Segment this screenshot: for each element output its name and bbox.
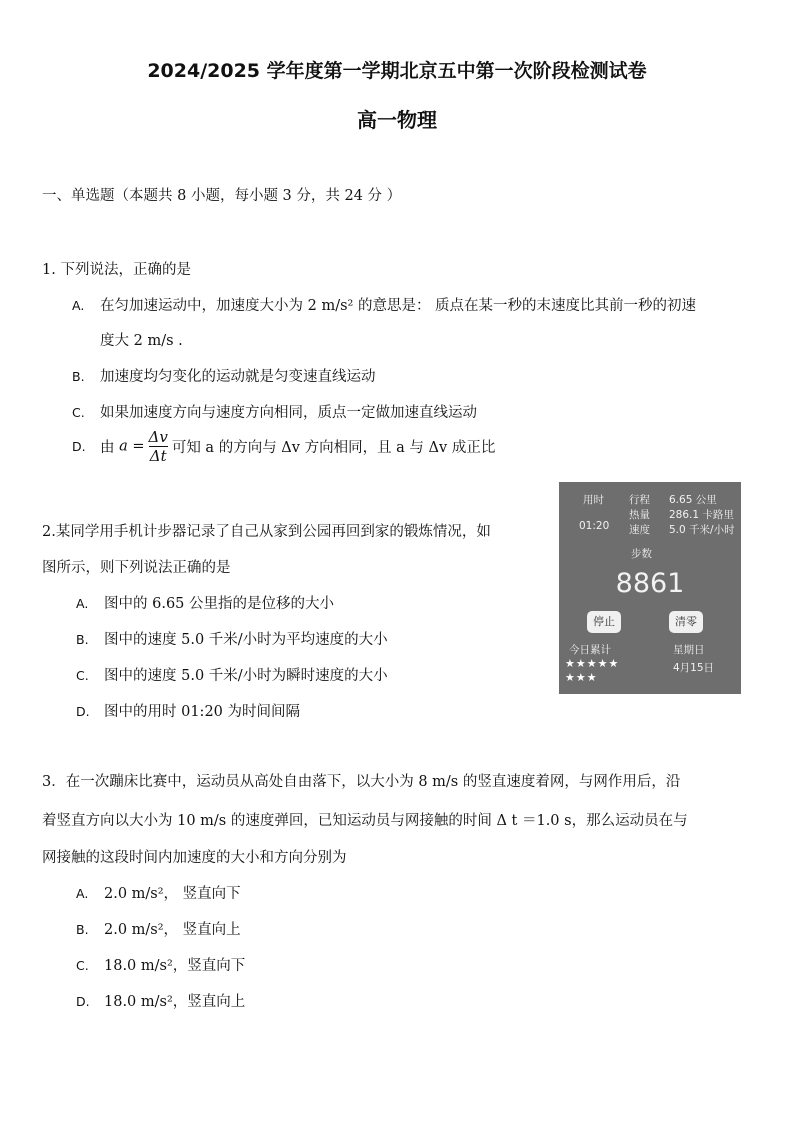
q2-stem-line1: 2.某同学用手机计步器记录了自己从家到公园再回到家的锻炼情况，如 xyxy=(42,524,491,540)
stop-button: 停止 xyxy=(587,611,621,633)
exam-subject: 高一物理 xyxy=(357,108,437,132)
speed-label: 速度 xyxy=(629,524,650,536)
q1-option-a-cont: 度大 2 m/s . xyxy=(100,333,183,349)
today-label: 今日累计 xyxy=(569,644,611,656)
q1-option-a: A. 在匀加速运动中，加速度大小为 2 m/s² 的意思是： 质点在某一秒的末速度比其前一秒的初速 xyxy=(72,298,697,314)
q3-stem-line1: 3．在一次蹦床比赛中，运动员从高处自由落下，以大小为 8 m/s 的竖直速度着网，与网作用后，沿 xyxy=(42,774,681,790)
star-rating-row2: ★★★ xyxy=(565,671,598,684)
speed-value: 5.0 千米/小时 xyxy=(669,524,735,536)
reset-button: 清零 xyxy=(669,611,703,633)
q1-option-c: C. 如果加速度方向与速度方向相同，质点一定做加速直线运动 xyxy=(72,405,477,421)
q3-stem-line3: 网接触的这段时间内加速度的大小和方向分别为 xyxy=(42,850,347,866)
fraction-formula: $\frac{\Delta v}{\Delta t}$ xyxy=(148,428,168,465)
q3-option-a: A. 2.0 m/s²， 竖直向下 xyxy=(76,886,241,902)
steps-label: 步数 xyxy=(631,548,652,560)
q3-option-d: D. 18.0 m/s²，竖直向上 xyxy=(76,994,246,1010)
q2-stem-line2: 图所示，则下列说法正确的是 xyxy=(42,560,231,576)
time-label: 用时 xyxy=(583,494,604,506)
q1-option-d: D. 由 a = $\frac{\Delta v}{\Delta t}$ 可知 a 的方向与 Δv 方向相同，且 a 与 Δv 成正比 xyxy=(72,428,496,465)
q3-stem-line2: 着竖直方向以大小为 10 m/s 的速度弹回，已知运动员与网接触的时间 Δ t ＝1.0 s，那么运动员在与 xyxy=(42,813,688,829)
q1-option-b: B. 加速度均匀变化的运动就是匀变速直线运动 xyxy=(72,369,376,385)
q2-option-d: D. 图中的用时 01:20 为时间间隔 xyxy=(76,704,301,720)
steps-value: 8861 xyxy=(615,568,685,599)
calorie-label: 热量 xyxy=(629,509,650,521)
distance-value: 6.65 公里 xyxy=(669,494,717,506)
q3-option-c: C. 18.0 m/s²，竖直向下 xyxy=(76,958,246,974)
q2-option-b: B. 图中的速度 5.0 千米/小时为平均速度的大小 xyxy=(76,632,388,648)
exam-title: 2024/2025 学年度第一学期北京五中第一次阶段检测试卷 xyxy=(147,60,647,82)
q3-option-b: B. 2.0 m/s²， 竖直向上 xyxy=(76,922,241,938)
pedometer-screenshot xyxy=(559,482,741,694)
section-heading: 一、单选题（本题共 8 小题，每小题 3 分，共 24 分 ） xyxy=(42,188,402,204)
weekday: 星期日 xyxy=(673,644,705,656)
q2-option-c: C. 图中的速度 5.0 千米/小时为瞬时速度的大小 xyxy=(76,668,388,684)
distance-label: 行程 xyxy=(629,494,650,506)
calorie-value: 286.1 卡路里 xyxy=(669,509,734,521)
star-rating-row1: ★★★★★ xyxy=(565,657,620,670)
time-value: 01:20 xyxy=(579,520,610,532)
q2-option-a: A. 图中的 6.65 公里指的是位移的大小 xyxy=(76,596,335,612)
q1-stem: 1. 下列说法，正确的是 xyxy=(42,262,191,278)
date: 4月15日 xyxy=(673,662,715,674)
